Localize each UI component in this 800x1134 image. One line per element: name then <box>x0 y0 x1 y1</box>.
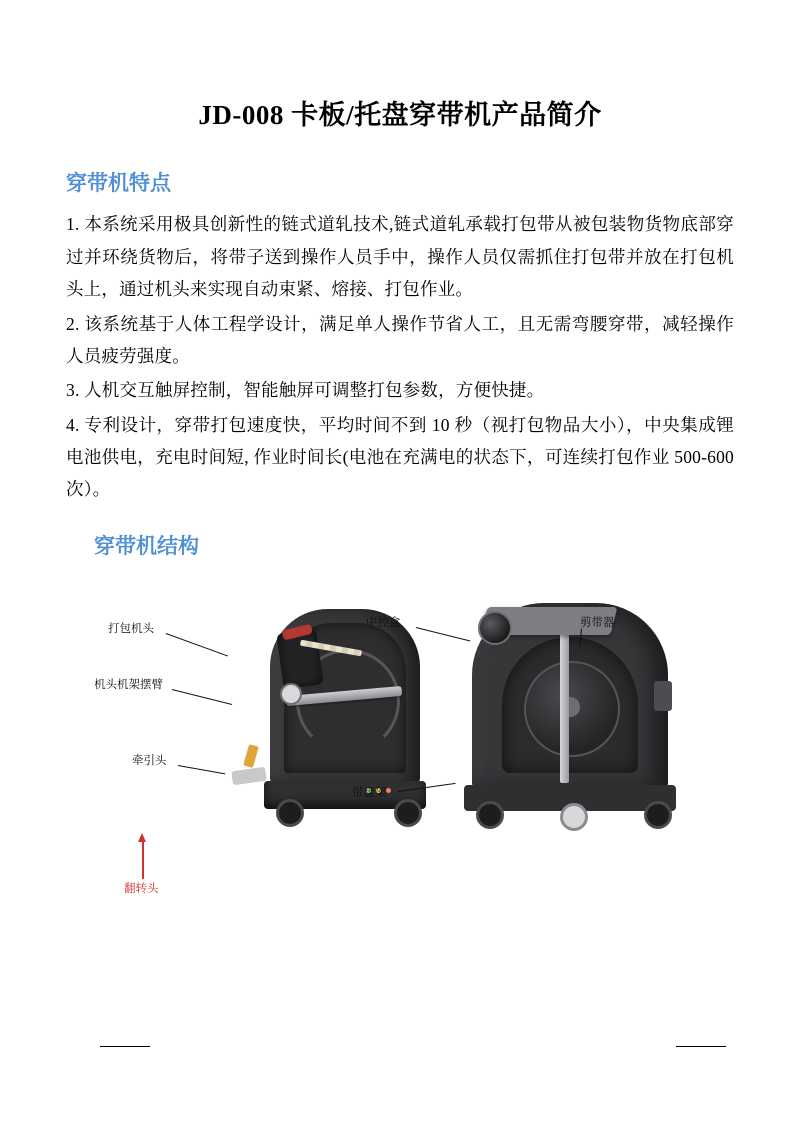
wheel <box>276 799 304 827</box>
page-title: JD-008 卡板/托盘穿带机产品简介 <box>198 100 602 130</box>
feature-paragraph-1: 1. 本系统采用极具创新性的链式道轧技术,链式道轧承载打包带从被包装物货物底部穿过并环绕货物后，将带子送到操作人员手中，操作人员仅需抓住打包带并放在打包机头上，通过机头来实现自动束紧、熔接、打包作业。 <box>66 214 734 300</box>
strap-cutter <box>654 681 672 711</box>
callout-packing-head: 打包机头 <box>108 623 154 636</box>
control-knob <box>478 611 512 645</box>
machine-right <box>472 603 668 831</box>
wheel <box>560 803 588 831</box>
callout-flip-head: 翻转头 <box>124 883 159 896</box>
arrow-flip-head <box>138 833 146 842</box>
callout-head-frame-arm: 机头机架摆臂 <box>94 679 163 692</box>
machine-photo <box>162 589 702 889</box>
wheel <box>476 801 504 829</box>
section-heading-features: 穿带机特点 <box>66 171 171 196</box>
callout-control-box: 中控盒 <box>366 617 401 630</box>
crop-mark-right <box>676 1046 726 1047</box>
tow-clip <box>243 744 259 768</box>
callout-strap-cutter: 剪带器 <box>580 617 615 630</box>
wheel <box>394 799 422 827</box>
tow-plate <box>231 767 267 786</box>
tow-head <box>230 745 276 791</box>
structure-figure <box>66 579 734 909</box>
callout-tow-head: 牵引头 <box>132 755 167 768</box>
feature-paragraph-3: 3. 人机交互触屏控制，智能触屏可调整打包参数，方便快捷。 <box>66 380 545 401</box>
machine-left <box>270 609 420 819</box>
crop-mark-left <box>100 1046 150 1047</box>
feature-paragraph-4: 4. 专利设计，穿带打包速度快，平均时间不到 10 秒（视打包物品大小），中央集成锂电池供电，充电时间短, 作业时间长(电池在充满电的状态下，可连续打包作业 500-600 次）。 <box>66 414 734 500</box>
callout-reel-holder: 带盘架 <box>352 787 387 800</box>
leader-line-flip-head <box>142 841 144 879</box>
wheel <box>644 801 672 829</box>
feature-paragraph-2: 2. 该系统基于人体工程学设计，满足单人操作节省人工，且无需弯腰穿带，减轻操作人员疲劳强度。 <box>66 313 734 366</box>
section-heading-structure: 穿带机结构 <box>94 533 199 558</box>
center-guide-bar <box>560 623 569 783</box>
packing-head-unit <box>276 629 323 690</box>
